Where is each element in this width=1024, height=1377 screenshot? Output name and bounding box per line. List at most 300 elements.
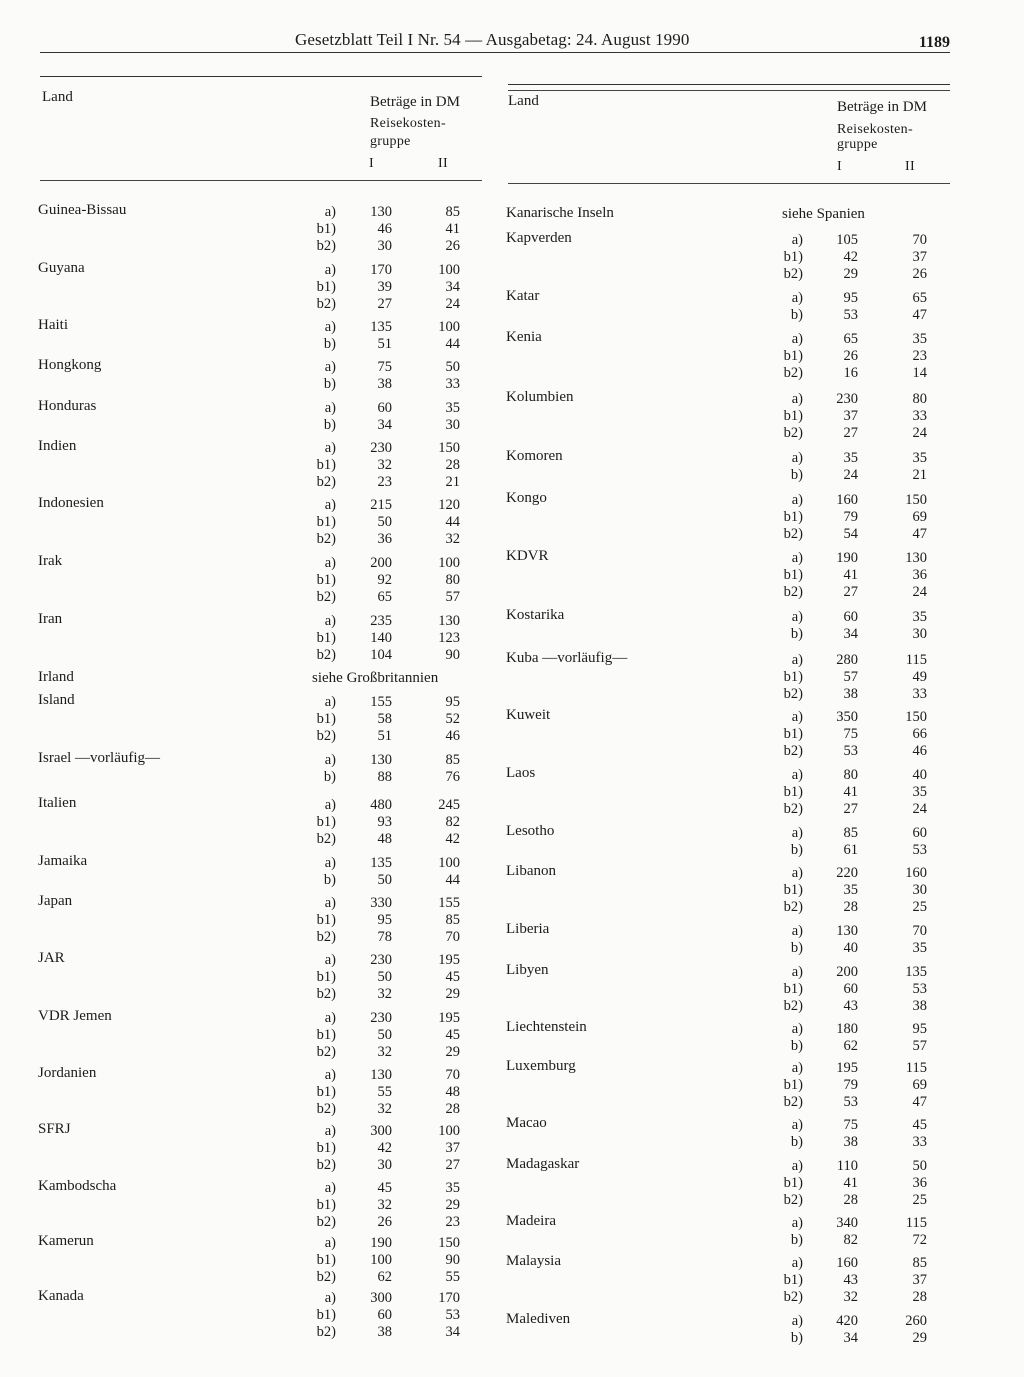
rate-label: b2) <box>316 1324 336 1341</box>
rate-label: b2) <box>316 1044 336 1061</box>
rate-label: a) <box>791 1116 803 1133</box>
country-name: Irland <box>38 669 74 685</box>
rate-label: b) <box>790 1231 803 1248</box>
country-name: Kuweit <box>506 707 551 723</box>
rate-label: a) <box>791 608 803 625</box>
rate-label: b1) <box>783 248 803 265</box>
cross-reference-note: siehe Spanien <box>782 206 865 222</box>
country-name: Honduras <box>38 398 97 414</box>
rate-group-1: 75 <box>843 725 858 742</box>
rate-group-2: 130 <box>438 612 460 629</box>
country-name: Guyana <box>38 260 85 276</box>
rate-label: a) <box>791 449 803 466</box>
country-name: Guinea-Bissau <box>38 202 127 218</box>
rate-group-2: 33 <box>445 375 460 392</box>
rate-group-1: 160 <box>836 1254 858 1271</box>
rate-group-2: 90 <box>445 647 460 664</box>
rate-label: a) <box>324 1009 336 1026</box>
country-name: Haiti <box>38 317 68 333</box>
rate-group-2: 69 <box>912 1076 927 1093</box>
rate-label: b1) <box>316 710 336 727</box>
rate-label: b) <box>790 1329 803 1346</box>
country-name: Kamerun <box>38 1233 94 1249</box>
rate-group-1: 190 <box>370 1234 392 1251</box>
country-name: Japan <box>38 893 73 909</box>
rate-group-2: 45 <box>912 1116 927 1133</box>
rate-group-1: 100 <box>370 1251 392 1268</box>
rate-label: b2) <box>783 1094 803 1111</box>
country-name: Kostarika <box>506 607 565 623</box>
rate-group-1: 50 <box>377 513 392 530</box>
rate-group-1: 50 <box>377 1026 392 1043</box>
rate-row <box>0 841 927 859</box>
rate-group-1: 32 <box>377 1196 392 1213</box>
rate-group-2: 38 <box>912 998 927 1015</box>
rate-group-1: 480 <box>370 796 392 813</box>
rate-label: a) <box>324 399 336 416</box>
country-name: Kanada <box>38 1288 84 1304</box>
rate-group-2: 41 <box>445 220 460 237</box>
country-name: Malaysia <box>506 1253 561 1269</box>
rate-label: b2) <box>316 589 336 606</box>
rate-group-2: 70 <box>912 231 927 248</box>
rate-label: a) <box>324 358 336 375</box>
rate-group-1: 230 <box>836 390 858 407</box>
rate-label: a) <box>324 894 336 911</box>
country-name: Katar <box>506 288 540 304</box>
rate-group-2: 80 <box>445 571 460 588</box>
page-number: 1189 <box>918 34 950 51</box>
rate-group-2: 44 <box>445 513 460 530</box>
rate-label: b1) <box>783 508 803 525</box>
country-name: Liechtenstein <box>506 1019 587 1035</box>
rate-group-2: 37 <box>445 1139 460 1156</box>
rate-group-2: 53 <box>912 980 927 997</box>
rate-group-1: 48 <box>377 831 392 848</box>
rate-group-2: 195 <box>438 951 460 968</box>
rate-group-2: 80 <box>912 390 927 407</box>
rate-label: b2) <box>783 584 803 601</box>
rate-label: b2) <box>783 899 803 916</box>
rate-group-1: 30 <box>377 238 392 255</box>
rate-label: a) <box>324 1066 336 1083</box>
rate-group-1: 50 <box>377 871 392 888</box>
rate-row <box>0 425 927 442</box>
rate-group-1: 230 <box>370 439 392 456</box>
rate-group-2: 28 <box>445 456 460 473</box>
rate-group-1: 82 <box>843 1231 858 1248</box>
rate-label: b2) <box>783 1289 803 1306</box>
rate-label: b2) <box>316 1214 336 1231</box>
rate-label: b2) <box>783 266 803 283</box>
rate-label: a) <box>791 1059 803 1076</box>
rate-label: a) <box>791 390 803 407</box>
rate-group-2: 55 <box>445 1269 460 1286</box>
rate-group-1: 43 <box>843 1271 858 1288</box>
rate-label: b2) <box>783 998 803 1015</box>
rate-group-2: 50 <box>445 358 460 375</box>
rate-group-1: 46 <box>377 220 392 237</box>
rate-group-1: 53 <box>843 743 858 760</box>
rate-group-1: 195 <box>836 1059 858 1076</box>
rate-group-2: 53 <box>445 1306 460 1323</box>
rate-label: b1) <box>783 725 803 742</box>
rate-group-2: 100 <box>438 1122 460 1139</box>
rate-label: b2) <box>783 686 803 703</box>
rate-label: b1) <box>316 1026 336 1043</box>
rate-label: a) <box>324 1234 336 1251</box>
rate-group-1: 130 <box>836 922 858 939</box>
rate-group-2: 48 <box>445 1083 460 1100</box>
rate-label: b2) <box>316 474 336 491</box>
rate-label: b1) <box>316 813 336 830</box>
rate-group-1: 39 <box>377 278 392 295</box>
rate-label: b2) <box>316 238 336 255</box>
rate-group-1: 41 <box>843 566 858 583</box>
rate-label: b2) <box>316 531 336 548</box>
rate-label: b2) <box>783 425 803 442</box>
rate-label: b1) <box>316 1196 336 1213</box>
rate-label: a) <box>791 289 803 306</box>
rate-group-1: 41 <box>843 1174 858 1191</box>
rate-group-2: 35 <box>445 1179 460 1196</box>
country-name: Kanarische Inseln <box>506 205 614 221</box>
rate-group-1: 105 <box>836 231 858 248</box>
rate-group-1: 28 <box>843 899 858 916</box>
rate-group-2: 35 <box>912 939 927 956</box>
rate-group-1: 95 <box>843 289 858 306</box>
rate-label: a) <box>324 261 336 278</box>
country-name: Libanon <box>506 863 556 879</box>
rate-group-2: 82 <box>445 813 460 830</box>
rate-group-2: 26 <box>912 266 927 283</box>
rate-label: b) <box>323 416 336 433</box>
rate-group-1: 42 <box>377 1139 392 1156</box>
rate-group-2: 50 <box>912 1157 927 1174</box>
country-name: Kolumbien <box>506 389 574 405</box>
rate-group-1: 54 <box>843 526 858 543</box>
rate-group-2: 115 <box>905 1214 927 1231</box>
rate-group-2: 21 <box>445 474 460 491</box>
rate-label: b) <box>790 841 803 858</box>
rate-label: b1) <box>783 566 803 583</box>
rate-group-2: 23 <box>912 347 927 364</box>
country-name: Hongkong <box>38 357 102 373</box>
rate-group-2: 150 <box>905 491 927 508</box>
rate-group-2: 27 <box>445 1157 460 1174</box>
rate-group-1: 62 <box>377 1269 392 1286</box>
rate-row <box>0 248 927 266</box>
rate-group-2: 123 <box>438 629 460 646</box>
rate-group-1: 41 <box>843 783 858 800</box>
rate-group-1: 110 <box>836 1157 858 1174</box>
rate-group-2: 100 <box>438 554 460 571</box>
rate-group-1: 32 <box>377 456 392 473</box>
rate-group-2: 85 <box>445 911 460 928</box>
rate-label: b) <box>323 768 336 785</box>
rate-group-2: 170 <box>438 1289 460 1306</box>
rate-group-1: 61 <box>843 841 858 858</box>
rate-group-2: 26 <box>445 238 460 255</box>
rate-row <box>0 939 927 957</box>
rate-group-1: 95 <box>377 911 392 928</box>
rate-group-2: 14 <box>912 365 927 382</box>
rate-label: b1) <box>316 513 336 530</box>
rate-row <box>0 998 927 1015</box>
country-name: Komoren <box>506 448 563 464</box>
rate-group-1: 78 <box>377 929 392 946</box>
country-name: Iran <box>38 611 63 627</box>
rate-group-2: 47 <box>912 306 927 323</box>
rate-label: b1) <box>316 220 336 237</box>
land-header: Land <box>42 89 73 105</box>
rate-label: a) <box>324 1179 336 1196</box>
rate-group-2: 24 <box>912 801 927 818</box>
rate-group-1: 55 <box>377 1083 392 1100</box>
rate-group-1: 27 <box>377 296 392 313</box>
rate-group-2: 85 <box>445 203 460 220</box>
rate-label: a) <box>324 554 336 571</box>
rate-group-1: 420 <box>836 1312 858 1329</box>
rate-group-2: 70 <box>912 922 927 939</box>
country-name: Madeira <box>506 1213 556 1229</box>
group-header-line1-right: Reisekosten- <box>837 122 913 137</box>
rate-group-1: 79 <box>843 508 858 525</box>
table-top-rule-right <box>508 84 950 85</box>
rate-label: b1) <box>316 968 336 985</box>
rate-label: b1) <box>783 1174 803 1191</box>
table-header-rule-right <box>508 183 950 184</box>
rate-group-2: 35 <box>912 783 927 800</box>
rate-group-1: 45 <box>377 1179 392 1196</box>
rate-group-2: 47 <box>912 526 927 543</box>
rate-group-1: 27 <box>843 425 858 442</box>
rate-group-2: 24 <box>912 425 927 442</box>
rate-label: a) <box>324 1289 336 1306</box>
rate-group-1: 32 <box>377 1101 392 1118</box>
table-top-rule-right-2 <box>508 90 950 91</box>
rate-group-2: 150 <box>905 708 927 725</box>
rate-label: b1) <box>783 1076 803 1093</box>
rate-label: b1) <box>316 1139 336 1156</box>
rate-group-2: 35 <box>445 399 460 416</box>
rate-label: a) <box>791 549 803 566</box>
rate-label: a) <box>324 318 336 335</box>
country-name: Kambodscha <box>38 1178 117 1194</box>
rate-label: a) <box>324 854 336 871</box>
country-name: KDVR <box>506 548 549 564</box>
rate-group-2: 70 <box>445 1066 460 1083</box>
rate-label: b2) <box>316 1101 336 1118</box>
rate-label: b2) <box>316 986 336 1003</box>
rate-label: b2) <box>783 801 803 818</box>
country-name: Kongo <box>506 490 547 506</box>
rate-label: b1) <box>783 347 803 364</box>
rate-group-2: 33 <box>912 1133 927 1150</box>
rate-group-2: 85 <box>445 751 460 768</box>
rate-label: b) <box>790 939 803 956</box>
rate-label: b1) <box>783 980 803 997</box>
rate-group-1: 130 <box>370 1066 392 1083</box>
rate-group-2: 135 <box>905 963 927 980</box>
country-name: Jamaika <box>38 853 88 869</box>
rate-group-2: 35 <box>912 330 927 347</box>
rate-group-2: 195 <box>438 1009 460 1026</box>
rate-label: b1) <box>316 1083 336 1100</box>
rate-group-1: 75 <box>843 1116 858 1133</box>
rate-group-2: 44 <box>445 871 460 888</box>
rate-group-1: 27 <box>843 584 858 601</box>
rate-group-1: 85 <box>843 824 858 841</box>
rate-group-2: 95 <box>445 693 460 710</box>
rate-group-1: 340 <box>836 1214 858 1231</box>
rate-label: a) <box>324 751 336 768</box>
rate-label: a) <box>791 922 803 939</box>
rate-group-1: 26 <box>843 347 858 364</box>
rate-group-1: 88 <box>377 768 392 785</box>
country-name: JAR <box>38 950 65 966</box>
rate-label: a) <box>791 864 803 881</box>
rate-label: a) <box>791 1157 803 1174</box>
rate-group-2: 70 <box>445 929 460 946</box>
country-name: Lesotho <box>506 823 555 839</box>
rate-group-1: 80 <box>843 766 858 783</box>
rate-label: b1) <box>316 1306 336 1323</box>
rate-group-2: 37 <box>912 1271 927 1288</box>
country-name: Libyen <box>506 962 549 978</box>
rate-label: a) <box>791 491 803 508</box>
rate-group-2: 21 <box>912 466 927 483</box>
rate-group-1: 32 <box>377 986 392 1003</box>
rate-group-1: 75 <box>377 358 392 375</box>
rate-group-2: 40 <box>912 766 927 783</box>
rate-group-2: 85 <box>912 1254 927 1271</box>
country-name: Kapverden <box>506 230 572 246</box>
rate-group-2: 24 <box>445 296 460 313</box>
rate-group-1: 160 <box>836 491 858 508</box>
country-name: Jordanien <box>38 1065 97 1081</box>
rate-group-1: 40 <box>843 939 858 956</box>
country-name: Indien <box>38 438 77 454</box>
rate-label: a) <box>324 439 336 456</box>
rate-group-1: 58 <box>377 710 392 727</box>
rate-group-1: 93 <box>377 813 392 830</box>
rate-group-1: 24 <box>843 466 858 483</box>
rate-group-1: 300 <box>370 1122 392 1139</box>
rate-group-2: 35 <box>912 608 927 625</box>
rate-group-1: 34 <box>843 625 858 642</box>
rate-label: b2) <box>316 728 336 745</box>
rate-label: b2) <box>316 929 336 946</box>
rate-group-1: 215 <box>370 496 392 513</box>
group-header-line2-right: gruppe <box>837 137 878 152</box>
rate-group-1: 32 <box>377 1044 392 1061</box>
rate-group-1: 38 <box>377 375 392 392</box>
rate-group-2: 100 <box>438 261 460 278</box>
rate-group-1: 16 <box>843 365 858 382</box>
group-col-1-right: I <box>837 159 842 174</box>
rate-label: b1) <box>316 911 336 928</box>
rate-label: b) <box>323 335 336 352</box>
country-name: Kenia <box>506 329 542 345</box>
rate-group-1: 60 <box>843 980 858 997</box>
rate-label: a) <box>791 963 803 980</box>
rate-group-2: 25 <box>912 899 927 916</box>
rate-label: b1) <box>316 278 336 295</box>
rate-label: a) <box>791 651 803 668</box>
rate-group-2: 72 <box>912 1231 927 1248</box>
rate-group-1: 50 <box>377 968 392 985</box>
rate-group-2: 130 <box>905 549 927 566</box>
rate-group-2: 25 <box>912 1192 927 1209</box>
rate-group-2: 29 <box>912 1329 927 1346</box>
rate-label: b1) <box>783 1271 803 1288</box>
rate-group-2: 160 <box>905 864 927 881</box>
rate-group-1: 170 <box>370 261 392 278</box>
rate-group-2: 29 <box>445 1044 460 1061</box>
rate-group-2: 49 <box>912 668 927 685</box>
rate-label: b2) <box>316 831 336 848</box>
country-name: Island <box>38 692 75 708</box>
rate-label: b1) <box>316 456 336 473</box>
rate-group-1: 92 <box>377 571 392 588</box>
rate-group-1: 350 <box>836 708 858 725</box>
country-name: VDR Jemen <box>38 1008 112 1024</box>
cross-reference-note: siehe Großbritannien <box>312 670 439 686</box>
rate-label: a) <box>324 612 336 629</box>
country-name: Madagaskar <box>506 1156 580 1172</box>
rate-group-2: 52 <box>445 710 460 727</box>
rate-group-2: 35 <box>912 449 927 466</box>
rate-group-2: 260 <box>905 1312 927 1329</box>
rate-group-1: 230 <box>370 1009 392 1026</box>
country-name: SFRJ <box>38 1121 71 1137</box>
rate-group-1: 37 <box>843 407 858 424</box>
country-name: Luxemburg <box>506 1058 576 1074</box>
rate-label: b2) <box>783 1192 803 1209</box>
rate-group-2: 46 <box>445 728 460 745</box>
rate-group-1: 36 <box>377 531 392 548</box>
rate-group-2: 45 <box>445 1026 460 1043</box>
rate-group-2: 115 <box>905 651 927 668</box>
rate-label: a) <box>791 824 803 841</box>
rate-label: b1) <box>783 668 803 685</box>
rate-group-2: 150 <box>438 1234 460 1251</box>
rate-label: b1) <box>316 629 336 646</box>
rate-group-1: 60 <box>843 608 858 625</box>
rate-group-2: 30 <box>912 881 927 898</box>
rate-group-1: 155 <box>370 693 392 710</box>
rate-group-1: 23 <box>377 474 392 491</box>
rate-group-2: 90 <box>445 1251 460 1268</box>
rate-label: b) <box>790 306 803 323</box>
rate-label: a) <box>791 1214 803 1231</box>
rate-group-1: 38 <box>377 1324 392 1341</box>
rate-label: a) <box>324 203 336 220</box>
country-name: Irak <box>38 553 63 569</box>
rate-group-1: 27 <box>843 801 858 818</box>
rate-label: b) <box>790 466 803 483</box>
rate-group-1: 60 <box>377 1306 392 1323</box>
rate-label: a) <box>791 1254 803 1271</box>
rate-label: b2) <box>783 526 803 543</box>
rate-label: a) <box>791 1312 803 1329</box>
rate-group-1: 65 <box>843 330 858 347</box>
rate-group-2: 69 <box>912 508 927 525</box>
rate-group-1: 280 <box>836 651 858 668</box>
rate-group-1: 35 <box>843 881 858 898</box>
rate-label: b2) <box>316 296 336 313</box>
